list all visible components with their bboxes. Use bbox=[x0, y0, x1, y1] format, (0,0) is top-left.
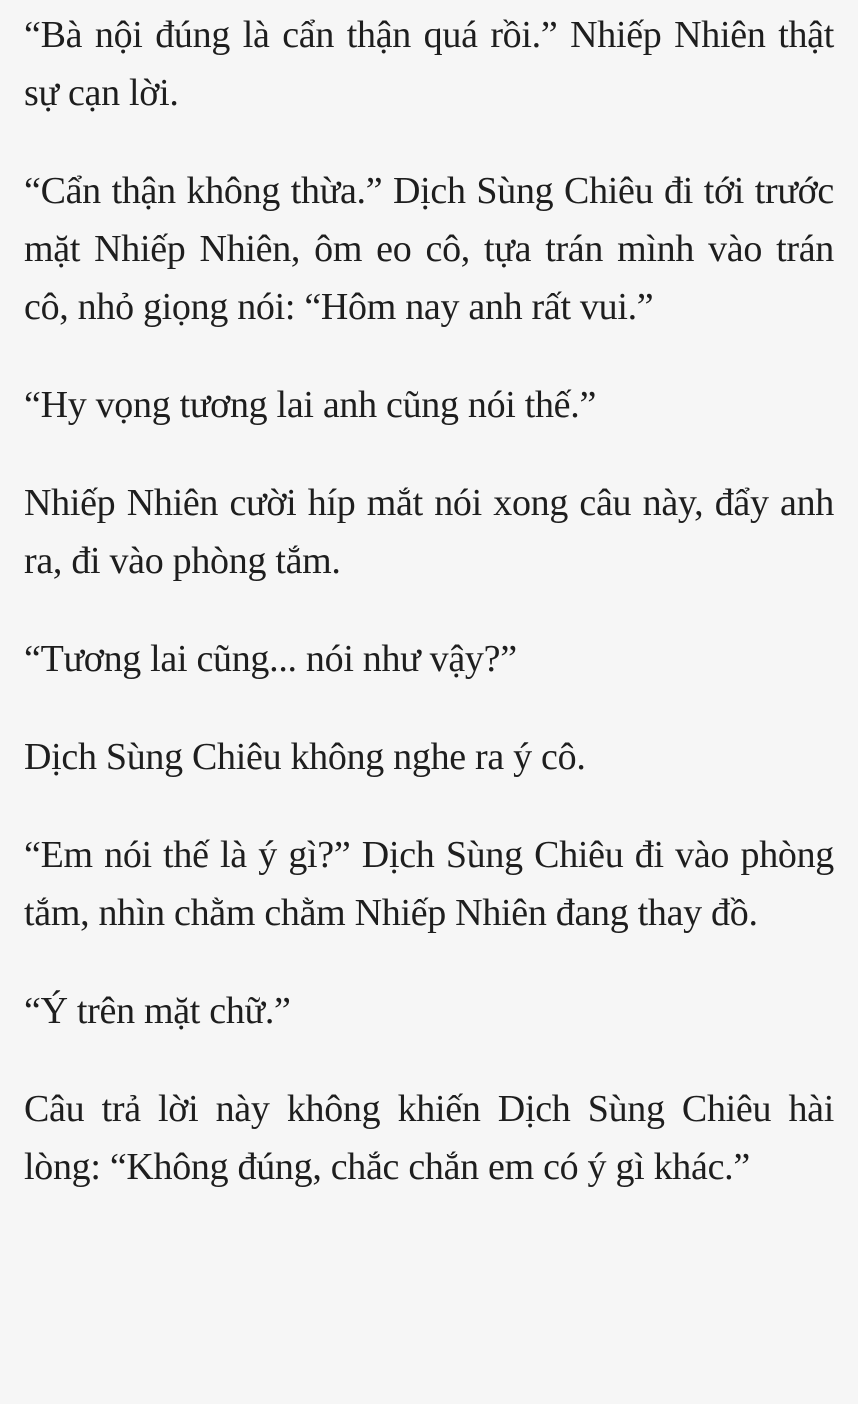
paragraph: “Bà nội đúng là cẩn thận quá rồi.” Nhiếp Nhiên thật sự cạn lời. bbox=[24, 14, 834, 114]
paragraph: Dịch Sùng Chiêu không nghe ra ý cô. bbox=[24, 736, 586, 778]
paragraph: “Hy vọng tương lai anh cũng nói thế.” bbox=[24, 384, 597, 426]
paragraph: “Em nói thế là ý gì?” Dịch Sùng Chiêu đi vào phòng tắm, nhìn chằm chằm Nhiếp Nhiên đang thay đồ. bbox=[24, 834, 834, 934]
paragraph: Câu trả lời này không khiến Dịch Sùng Chiêu hài lòng: “Không đúng, chắc chắn em có ý gì khác.” bbox=[24, 1088, 834, 1188]
paragraph: Nhiếp Nhiên cười híp mắt nói xong câu này, đẩy anh ra, đi vào phòng tắm. bbox=[24, 482, 834, 582]
paragraph: “Ý trên mặt chữ.” bbox=[24, 990, 291, 1032]
paragraph: “Tương lai cũng... nói như vậy?” bbox=[24, 638, 517, 680]
paragraph: “Cẩn thận không thừa.” Dịch Sùng Chiêu đi tới trước mặt Nhiếp Nhiên, ôm eo cô, tựa trán mình vào trán cô, nhỏ giọng nói: “Hôm nay anh rất vui.” bbox=[24, 170, 834, 328]
